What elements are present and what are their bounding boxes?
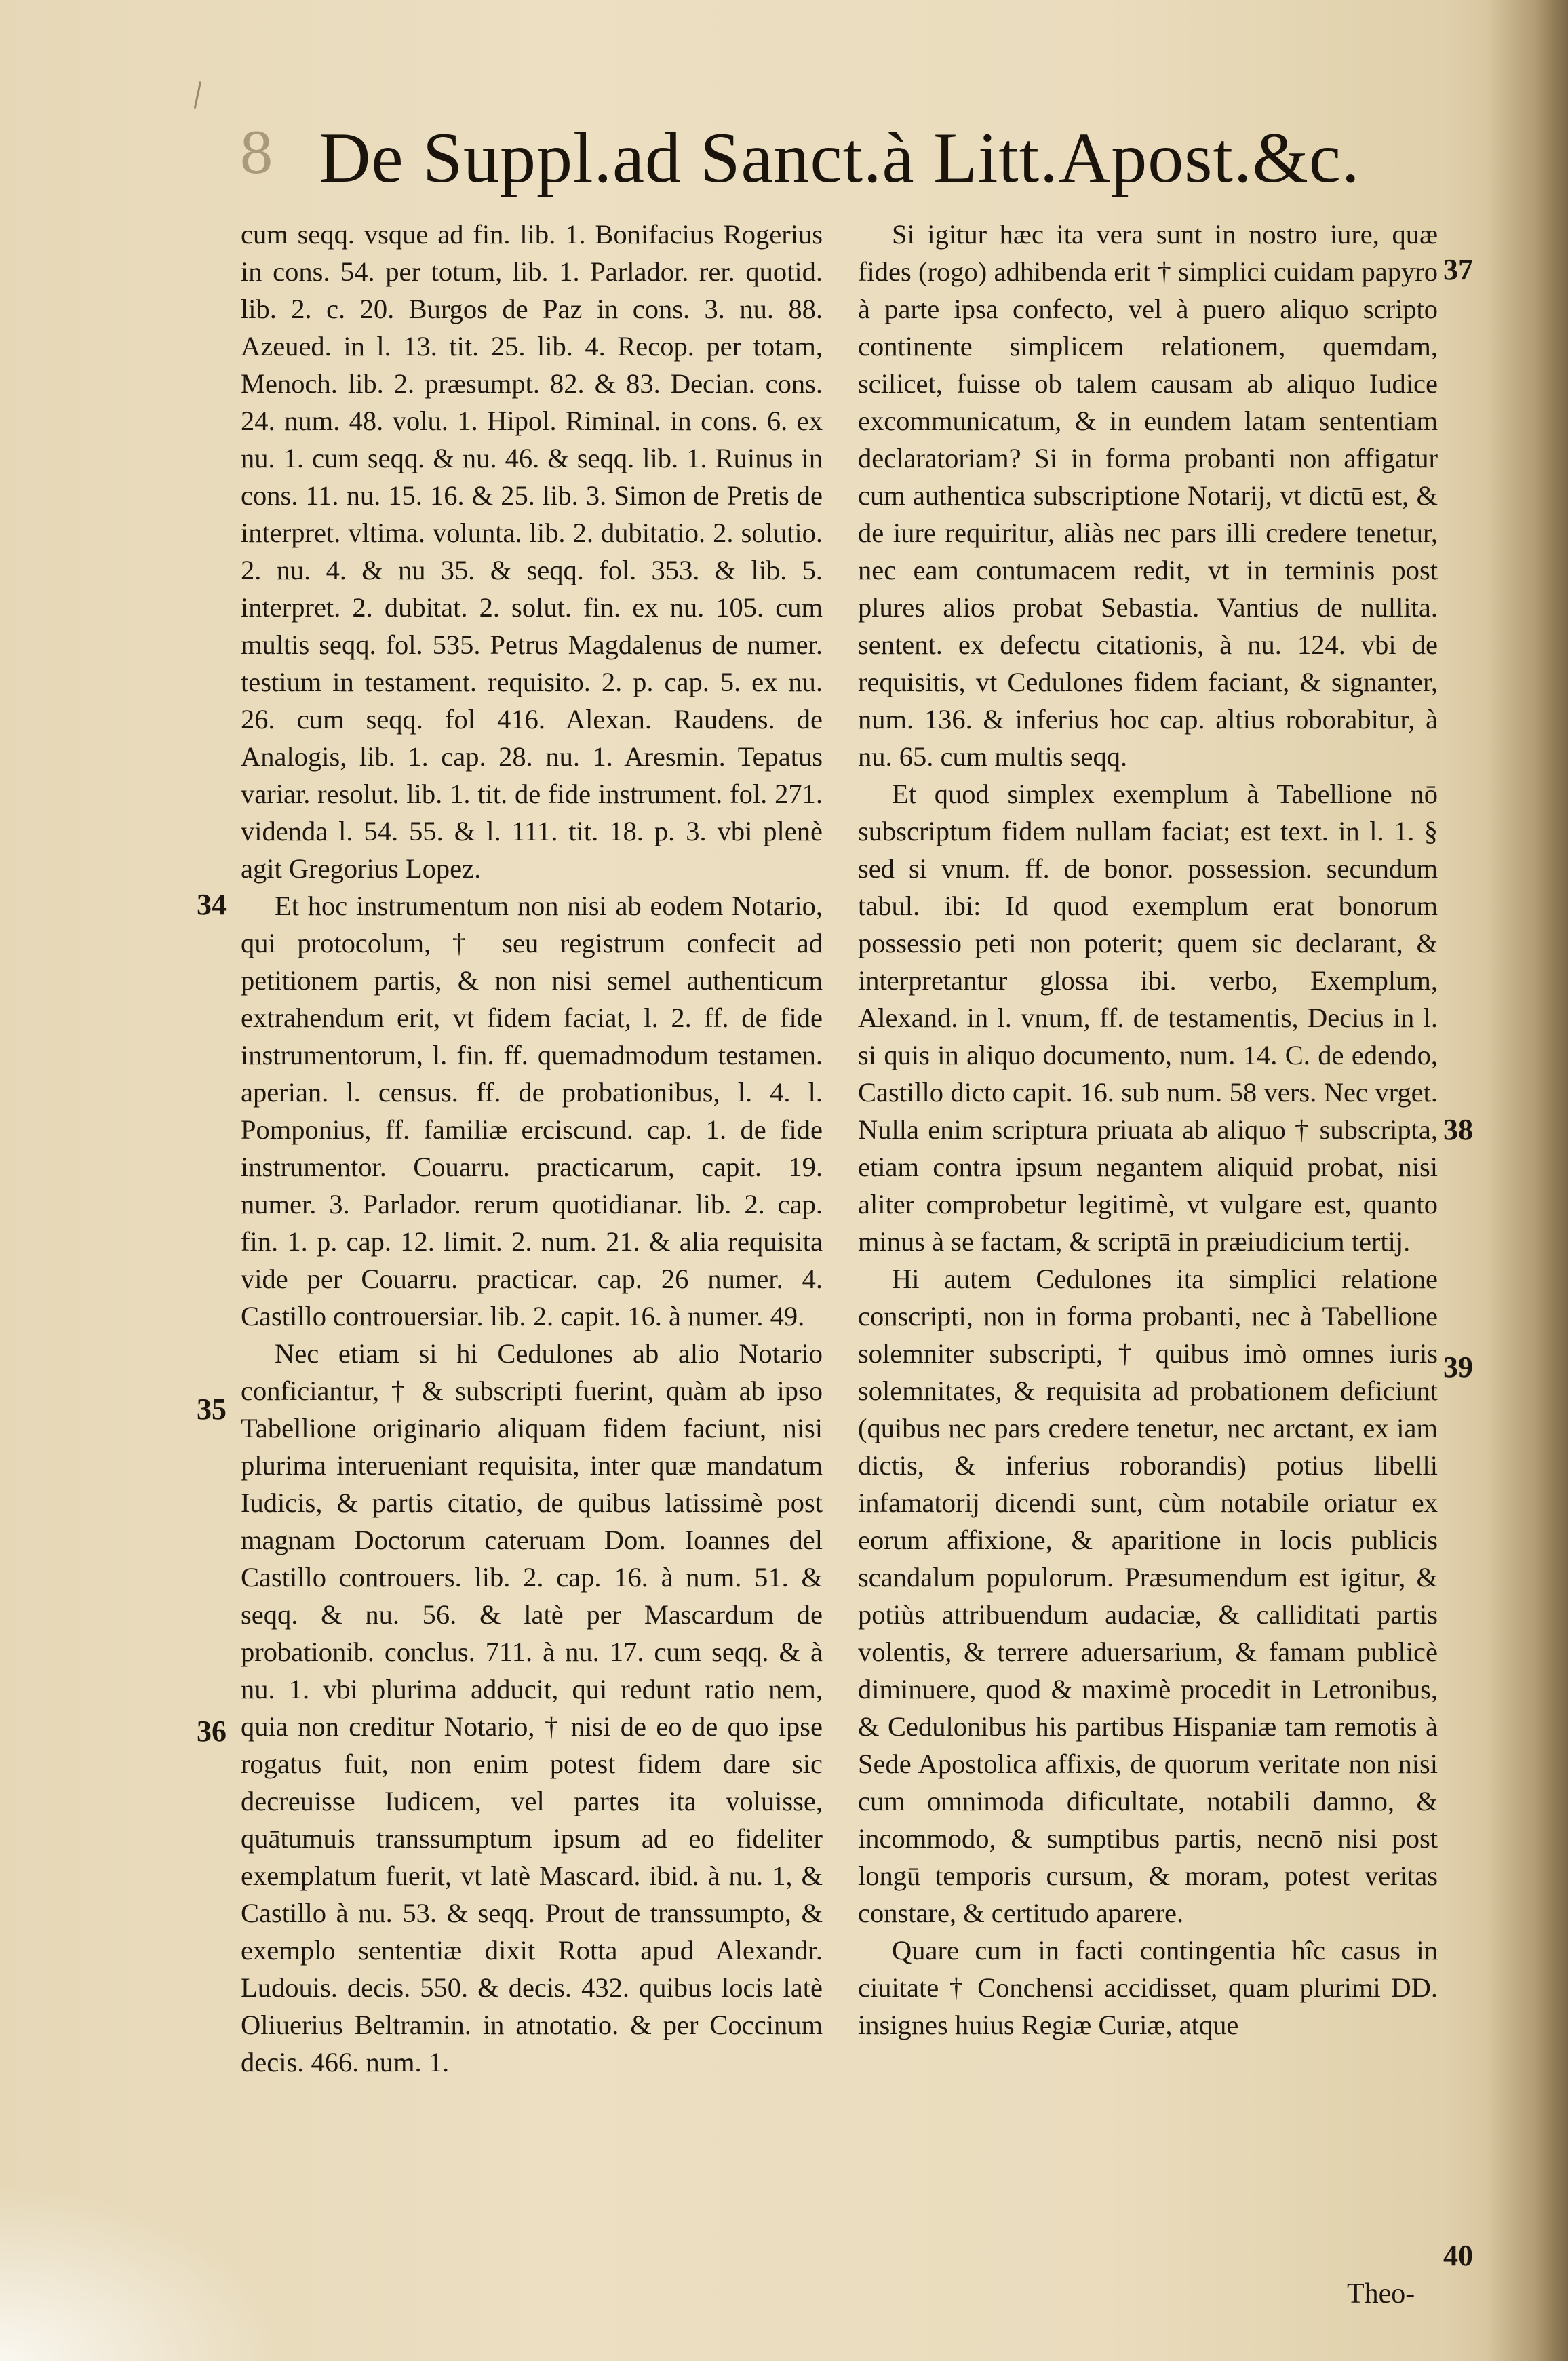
paper-stain <box>0 2185 285 2361</box>
margin-number: 37 <box>1443 253 1473 286</box>
paragraph: Hi autem Cedulones ita simplici relatione conscripti, non in forma probanti, nec à Tabellione solemniter subscripti, † quibus imò omnes iuris solemnitates, & requisita ad probationem deficiunt (quibus nec pars credere tenetur, nec arctant, ex iam dictis, & inferius roborandis) potius libelli infamatorij dicendi sunt, cùm notabile oriatur ex eorum affixione, & aparitione in locis publicis scandalum populorum. Præsumendum est igitur, & potiùs attribuendum audaciæ, & calliditati partis volentis, & terrere aduersarium, & famam publicè diminuere, quod & maximè procedit in Letronibus, & Cedulonibus his partibus Hispaniæ tam remotis à Sede Apostolica affixis, de quorum veritate non nisi cum omnimoda dificultate, notabili damno, & incommodo, & sumptibus partis, necnō nisi post longū temporis cursum, & moram, potest veritas constare, & certitudo aparere. <box>858 1264 1438 1928</box>
margin-number: 39 <box>1443 1350 1473 1384</box>
paragraph: cum seqq. vsque ad fin. lib. 1. Bonifacius Rogerius in cons. 54. per totum, lib. 1. Parlador. rer. quotid. lib. 2. c. 20. Burgos de Paz in cons. 3. nu. 88. Azeued. in l. 13. tit. 25. lib. 4. Recop. per totam, Menoch. lib. 2. præsumpt. 82. & 83. Decian. cons. 24. num. 48. volu. 1. Hipol. Riminal. in cons. 6. ex nu. 1. cum seqq. & nu. 46. & seqq. lib. 1. Ruinus in cons. 11. nu. 15. 16. & 25. lib. 3. Simon de Pretis de interpret. vltima. volunta. lib. 2. dubitatio. 2. solutio. 2. nu. 4. & nu 35. & seqq. fol. 353. & lib. 5. interpret. 2. dubitat. 2. solut. fin. ex nu. 105. cum multis seqq. fol. 535. Petrus Magdalenus de numer. testium in testament. requisito. 2. p. cap. 5. ex nu. 26. cum seqq. fol 416. Alexan. Raudens. de Analogis, lib. 1. cap. 28. nu. 1. Aresmin. Tepatus variar. resolut. lib. 1. tit. de fide instrument. fol. 271. videnda l. 54. 55. & l. 111. tit. 18. p. 3. vbi plenè agit Gregorius Lopez. <box>241 219 823 884</box>
margin-number: 40 <box>1443 2239 1473 2272</box>
margin-number: 34 <box>197 888 227 921</box>
page-edge-shadow <box>1487 0 1568 2361</box>
left-column <box>241 216 823 2081</box>
paragraph: Et quod simplex exemplum à Tabellione nō subscriptum fidem nullam faciat; est text. in l. 1. § sed si vnum. ff. de bonor. possession. secundum tabul. ibi: Id quod exemplum erat bonorum possessio peti non poterit; quem sic declarant, & interpretantur glossa ibi. verbo, Exemplum, Alexand. in l. vnum, ff. de testamentis, Decius in l. si quis in aliquo documento, num. 14. C. de edendo, Castillo dicto capit. 16. sub num. 58 vers. Nec vrget. Nulla enim scriptura priuata ab aliquo † subscripta, etiam contra ipsum negantem aliquid probat, nisi aliter comprobetur legitimè, vt vulgare est, quanto minus à se factam, & scriptā in præiudicium tertij. <box>858 779 1438 1257</box>
running-header <box>0 119 1568 207</box>
margin-number: 35 <box>197 1392 227 1426</box>
paragraph: Quare cum in facti contingentia hîc casus in ciuitate † Conchensi accidisset, quam plurimi DD. insignes huius Regiæ Curiæ, atque <box>858 1935 1438 2040</box>
running-title: De Suppl.ad Sanct.à Litt.Apost.&c. <box>319 118 1360 197</box>
paragraph: Si igitur hæc ita vera sunt in nostro iure, quæ fides (rogo) adhibenda erit † simplici cuidam papyro à parte ipsa confecto, vel à puero aliquo scripto continente simplicem relationem, quemdam, scilicet, fuisse ob talem causam ab aliquo Iudice excommunicatum, & in eundem latam sententiam declaratoriam? Si in forma probanti non affigatur cum authentica subscriptione Notarij, vt dictū est, & de iure requiritur, aliàs nec pars illi credere tenetur, nec eam contumacem redit, vt in terminis post plures alios probat Sebastia. Vantius de nullita. sentent. ex defectu citationis, à nu. 124. vbi de requisitis, vt Cedulones fidem faciant, & signanter, num. 136. & inferius hoc cap. altius roborabitur, à nu. 65. cum multis seqq. <box>858 219 1438 772</box>
page-number: 8 <box>239 122 275 187</box>
margin-number: 38 <box>1443 1113 1473 1146</box>
catchword: Theo- <box>1347 2278 1415 2309</box>
paragraph: Et hoc instrumentum non nisi ab eodem Notario, qui protocolum, † seu registrum confecit ad petitionem partis, & non nisi semel authenticum extrahendum erit, vt fidem faciat, l. 2. ff. de fide instrumentorum, l. fin. ff. quemadmodum testamen. aperian. l. census. ff. de probationibus, l. 4. l. Pomponius, ff. familiæ erciscund. cap. 1. de fide instrumentor. Couarru. practicarum, capit. 19. numer. 3. Parlador. rerum quotidianar. lib. 2. cap. fin. 1. p. cap. 12. limit. 2. num. 21. & alia requisita vide per Couarru. practicar. cap. 26 numer. 4. Castillo controuersiar. lib. 2. capit. 16. à numer. 49. <box>241 891 823 1331</box>
margin-number: 36 <box>197 1715 227 1748</box>
paragraph: Nec etiam si hi Cedulones ab alio Notario conficiantur, † & subscripti fuerint, quàm ab ipso Tabellione originario aliquam fidem faciunt, nisi plurima interueniant requisita, inter quæ mandatum Iudicis, & partis citatio, de quibus latissimè post magnam Doctorum cateruam Dom. Ioannes del Castillo controuers. lib. 2. cap. 16. à num. 51. & seqq. & nu. 56. & latè per Mascardum de probationib. conclus. 711. à nu. 17. cum seqq. & à nu. 1. vbi plurima adducit, qui redunt ratio nem, quia non creditur Notario, † nisi de eo de quo ipse rogatus fuit, non enim potest fidem dare sic decreuisse Iudicem, vel partes ita voluisse, quātumuis transsumptum ipsum ad eo fideliter exemplatum fuerit, vt latè Mascard. ibid. à nu. 1, & Castillo à nu. 53. & seqq. Prout de transsumpto, & exemplo sententiæ dixit Rotta apud Alexandr. Ludouis. decis. 550. & decis. 432. quibus locis latè Oliuerius Beltramin. in atnotatio. & per Coccinum decis. 466. num. 1. <box>241 1338 823 2077</box>
right-column <box>858 216 1438 2044</box>
ink-mark <box>194 81 201 109</box>
